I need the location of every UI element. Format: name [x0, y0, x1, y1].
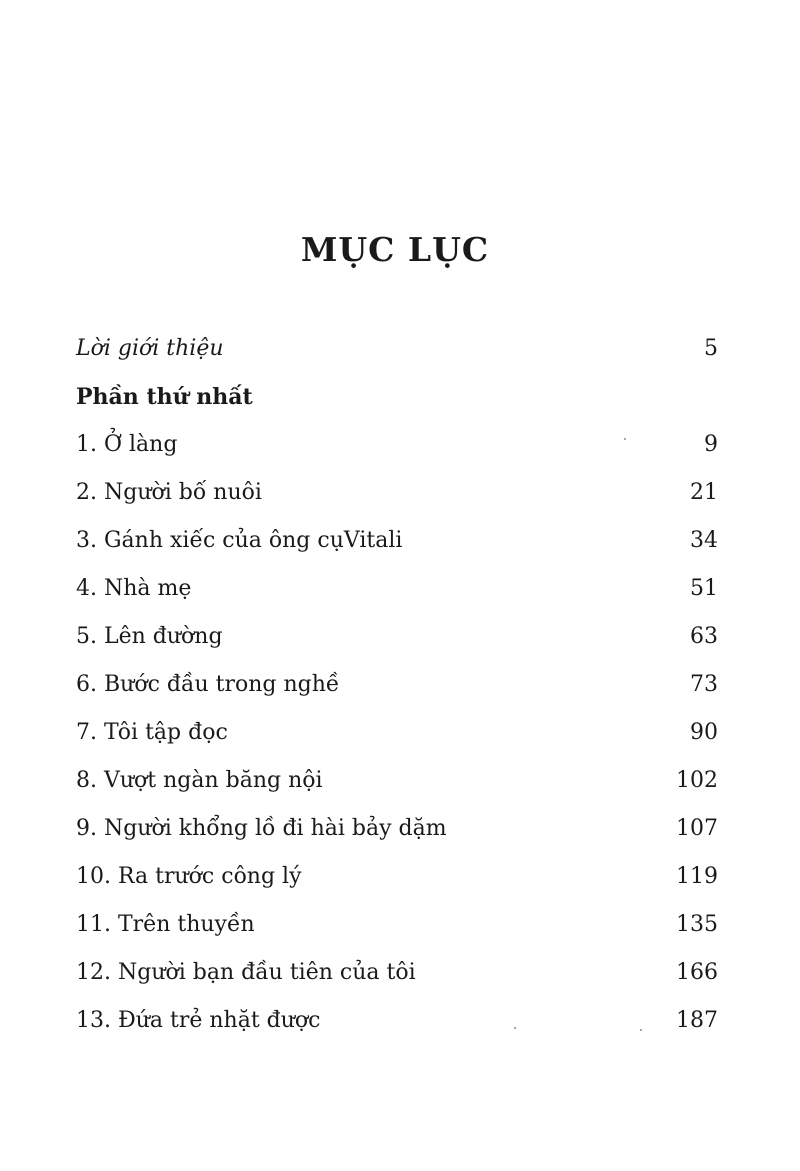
part-heading: Phần thứ nhất — [76, 384, 253, 410]
toc-entry-label: 7. Tôi tập đọc — [76, 720, 228, 745]
scan-speck — [624, 438, 626, 440]
page-title: MỤC LỤC — [300, 230, 490, 269]
toc-entry-page: 166 — [676, 960, 718, 985]
toc-entry — [76, 912, 718, 944]
toc-entry — [76, 480, 718, 512]
toc-entry-page: 51 — [690, 576, 718, 601]
toc-entry — [76, 720, 718, 752]
toc-entry-label: 10. Ra trước công lý — [76, 864, 302, 889]
toc-entry — [76, 624, 718, 656]
toc-entry-page: 21 — [690, 480, 718, 505]
toc-entry-page: 90 — [690, 720, 718, 745]
toc-entry-label: 12. Người bạn đầu tiên của tôi — [76, 960, 416, 985]
toc-entry — [76, 1008, 718, 1040]
toc-entry-label: 2. Người bố nuôi — [76, 480, 262, 505]
toc-entry-page: 63 — [690, 624, 718, 649]
toc-entry-label: 1. Ở làng — [76, 432, 178, 457]
toc-entry — [76, 672, 718, 704]
scan-speck — [514, 1027, 516, 1029]
toc-entry — [76, 576, 718, 608]
toc-entry-page: 34 — [690, 528, 718, 553]
toc-entry-page: 187 — [676, 1008, 718, 1033]
toc-entry — [76, 528, 718, 560]
toc-entry — [76, 960, 718, 992]
scan-speck — [640, 1029, 642, 1031]
toc-entry-label: 8. Vượt ngàn băng nội — [76, 768, 323, 793]
toc-entry-label: 9. Người khổng lồ đi hài bảy dặm — [76, 816, 447, 841]
toc-entry-label: 13. Đứa trẻ nhặt được — [76, 1008, 321, 1033]
toc-entry-label: 4. Nhà mẹ — [76, 576, 192, 601]
toc-entry-page: 102 — [676, 768, 718, 793]
toc-entry — [76, 816, 718, 848]
toc-entry-page: 107 — [676, 816, 718, 841]
toc-entry — [76, 432, 718, 464]
toc-entry — [76, 768, 718, 800]
toc-entry-label: 3. Gánh xiếc của ông cụVitali — [76, 528, 403, 553]
toc-entry-page: 5 — [704, 336, 718, 361]
toc-entry-label: 5. Lên đường — [76, 624, 223, 649]
toc-entry — [76, 864, 718, 896]
toc-entry-page: 135 — [676, 912, 718, 937]
toc-entry-page: 9 — [704, 432, 718, 457]
toc-entry-page: 73 — [690, 672, 718, 697]
toc-entry-intro — [76, 336, 718, 368]
toc-entry-label: 11. Trên thuyền — [76, 912, 255, 937]
toc-entry-label: Lời giới thiệu — [76, 336, 224, 361]
toc-entry-label: 6. Bước đầu trong nghề — [76, 672, 340, 697]
toc-entry-page: 119 — [676, 864, 718, 889]
